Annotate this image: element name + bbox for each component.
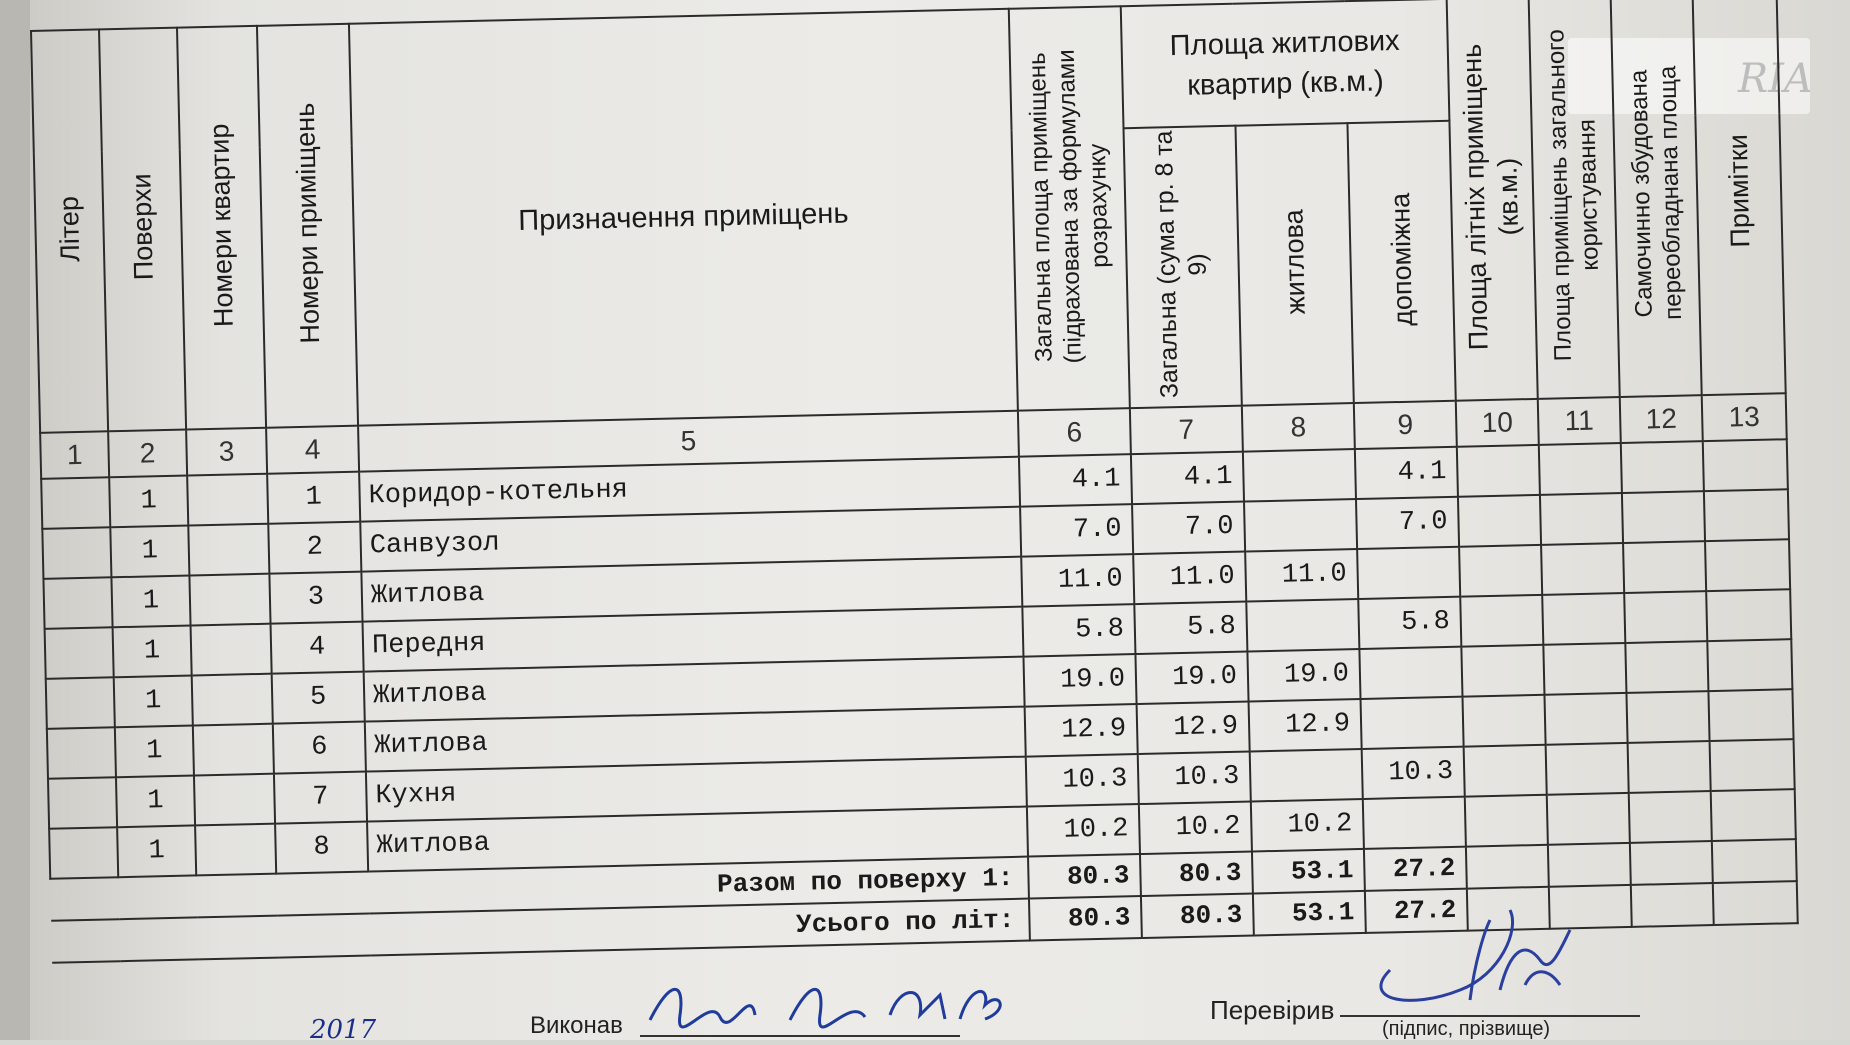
cell-floor: 1 <box>110 526 189 578</box>
column-number: 2 <box>108 430 187 478</box>
cell-liter <box>47 727 116 779</box>
executor-signature <box>640 975 1040 1040</box>
liter-total-aux: 27.2 <box>1365 889 1468 933</box>
header-total-area: Загальна площа приміщень (підрахована за формулами розрахунку <box>1009 6 1130 410</box>
cell-liter <box>41 477 110 529</box>
header-room-purpose: Призначення приміщень <box>349 9 1018 426</box>
cell-apartment <box>188 524 269 576</box>
cell-living <box>1246 599 1359 652</box>
floor-total-area: 80.3 <box>1028 854 1141 899</box>
cell-total-area: 10.3 <box>1026 754 1139 807</box>
cell-floor: 1 <box>117 825 196 877</box>
column-number: 1 <box>40 431 109 479</box>
cell-liter <box>45 627 114 679</box>
header-floors: Поверхи <box>99 28 186 432</box>
rooms-table <box>30 0 1799 964</box>
cell-auxiliary <box>1359 647 1462 699</box>
floor-total-living: 53.1 <box>1252 849 1365 894</box>
cell-room-number: 1 <box>267 472 360 524</box>
column-number: 4 <box>266 426 359 474</box>
checker-signature <box>1350 890 1610 1030</box>
cell-room-number: 8 <box>275 822 368 874</box>
cell-total-area: 4.1 <box>1019 454 1132 507</box>
cell-living <box>1250 749 1363 802</box>
cell-total-area: 19.0 <box>1023 654 1136 707</box>
column-number: 10 <box>1456 399 1539 447</box>
column-number: 7 <box>1130 406 1243 455</box>
cell-living <box>1244 499 1357 552</box>
cell-floor: 1 <box>115 725 194 777</box>
column-number: 8 <box>1242 403 1355 452</box>
header-apartment-numbers: Номери квартир <box>177 26 266 430</box>
signature-caption: (підпис, прізвище) <box>1382 1018 1551 1040</box>
cell-auxiliary <box>1363 797 1466 849</box>
cell-living <box>1243 449 1356 502</box>
column-number: 11 <box>1538 397 1621 445</box>
cell-auxiliary <box>1361 697 1464 749</box>
cell-auxiliary <box>1357 547 1460 599</box>
cell-apt-total: 7.0 <box>1132 502 1245 555</box>
checked-label: Перевірив <box>1210 995 1335 1025</box>
header-common-area: Площа приміщень загального користування <box>1529 0 1620 399</box>
cell-room-purpose: Житлова <box>364 657 1025 722</box>
cell-room-number: 6 <box>273 722 366 774</box>
page-edge-shadow <box>0 0 30 1040</box>
cell-room-number: 2 <box>268 522 361 574</box>
cell-apt-total: 4.1 <box>1131 452 1244 505</box>
header-living: житлова <box>1235 123 1353 405</box>
floor-total-apt: 80.3 <box>1140 851 1253 896</box>
cell-living: 10.2 <box>1251 799 1364 852</box>
cell-room-number: 4 <box>271 622 364 674</box>
cell-apt-total: 11.0 <box>1133 552 1246 605</box>
column-number: 12 <box>1620 395 1703 443</box>
floor-total-label: Разом по поверху 1: <box>50 857 1029 921</box>
column-number: 5 <box>358 411 1019 472</box>
date-handwriting <box>130 1015 376 1045</box>
cell-room-number: 3 <box>269 572 362 624</box>
cell-liter <box>43 577 112 629</box>
header-summer-area: Площа літніх приміщень (кв.м.) <box>1447 0 1538 401</box>
cell-apt-total: 19.0 <box>1135 652 1248 705</box>
cell-total-area: 10.2 <box>1027 804 1140 857</box>
header-apt-total: Загальна (сума гр. 8 та 9) <box>1124 126 1242 408</box>
date-year: 2017 <box>310 1015 377 1045</box>
floor-total-aux: 27.2 <box>1364 847 1467 891</box>
executor-signature-line <box>640 1035 960 1037</box>
cell-room-purpose: Передня <box>363 607 1024 672</box>
cell-apartment <box>193 724 274 776</box>
cell-living: 11.0 <box>1245 549 1358 602</box>
cell-apt-total: 10.3 <box>1138 752 1251 805</box>
cell-liter <box>48 777 117 829</box>
signature-stroke <box>650 989 1000 1027</box>
cell-floor: 1 <box>116 775 195 827</box>
column-number: 3 <box>186 428 267 476</box>
column-number: 9 <box>1354 401 1457 449</box>
cell-floor: 1 <box>111 576 190 628</box>
cell-floor: 1 <box>109 476 188 528</box>
cell-apartment <box>195 824 276 876</box>
cell-liter <box>42 527 111 579</box>
cell-auxiliary: 10.3 <box>1362 747 1465 799</box>
cell-apartment <box>187 474 268 526</box>
cell-room-purpose: Житлова <box>361 557 1022 622</box>
liter-total-area: 80.3 <box>1029 896 1142 941</box>
cell-living: 12.9 <box>1249 699 1362 752</box>
column-number: 6 <box>1018 408 1131 457</box>
header-liter: Літер <box>31 29 108 432</box>
header-auxiliary: допоміжна <box>1347 121 1455 403</box>
liter-total-label: Усього по літ: <box>51 899 1030 963</box>
cell-apartment <box>189 574 270 626</box>
header-unauthorized-area: Самочинно збудована переобладнана площа <box>1611 0 1702 397</box>
signature-stroke <box>1381 910 1570 1000</box>
inventory-table-wrap <box>30 0 1799 964</box>
cell-apt-total: 5.8 <box>1134 602 1247 655</box>
cell-room-purpose: Житлова <box>367 807 1028 872</box>
cell-total-area: 5.8 <box>1022 604 1135 657</box>
cell-auxiliary: 5.8 <box>1358 597 1461 649</box>
cell-apt-total: 12.9 <box>1137 702 1250 755</box>
cell-living: 19.0 <box>1247 649 1360 702</box>
cell-floor: 1 <box>113 626 192 678</box>
cell-floor: 1 <box>114 675 193 727</box>
cell-liter <box>49 827 118 879</box>
cell-room-purpose: Коридор-котельня <box>359 457 1020 522</box>
cell-room-number: 7 <box>274 772 367 824</box>
cell-total-area: 12.9 <box>1025 704 1138 757</box>
cell-room-purpose: Кухня <box>366 757 1027 822</box>
cell-apt-total: 10.2 <box>1139 802 1252 855</box>
cell-room-purpose: Житлова <box>365 707 1026 772</box>
column-number: 13 <box>1702 393 1787 441</box>
cell-auxiliary: 4.1 <box>1355 447 1458 499</box>
cell-apartment <box>191 624 272 676</box>
liter-total-apt: 80.3 <box>1141 893 1254 938</box>
header-room-numbers: Номери приміщень <box>257 24 358 428</box>
cell-total-area: 7.0 <box>1020 504 1133 557</box>
cell-auxiliary: 7.0 <box>1356 497 1459 549</box>
liter-total-living: 53.1 <box>1253 891 1366 936</box>
executed-label: Виконав <box>530 1012 623 1039</box>
header-notes: Примітки <box>1693 0 1786 395</box>
cell-apartment <box>194 774 275 826</box>
cell-room-purpose: Санвузол <box>360 507 1021 572</box>
watermark-text: RIA <box>1738 56 1810 102</box>
cell-liter <box>46 677 115 729</box>
cell-apartment <box>192 674 273 726</box>
cell-room-number: 5 <box>272 672 365 724</box>
cell-total-area: 11.0 <box>1021 554 1134 607</box>
header-apartment-area-group: Площа житлових квартир (кв.м.) <box>1121 0 1450 128</box>
